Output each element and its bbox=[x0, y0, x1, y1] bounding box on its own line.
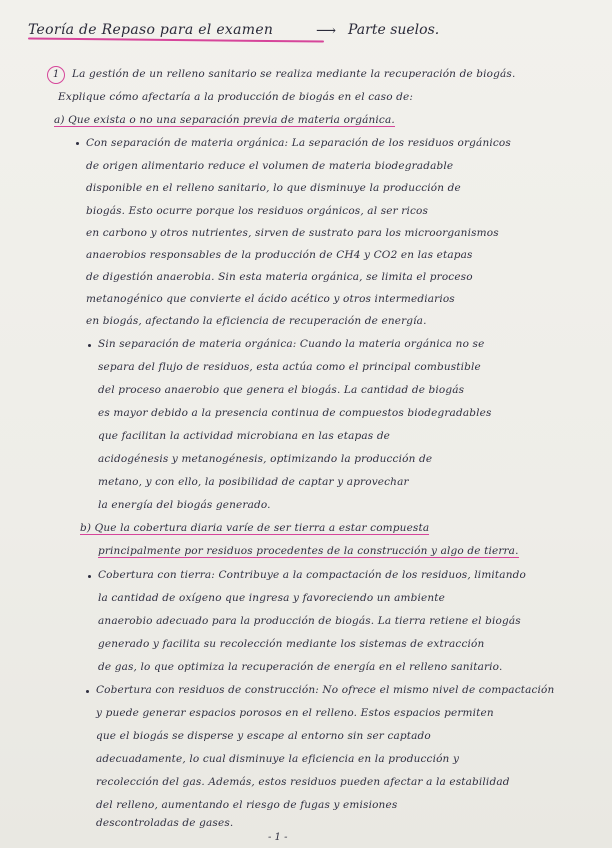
paragraph-line: Cobertura con residuos de construcción: No ofrece el mismo nivel de compactación bbox=[96, 684, 555, 696]
paragraph-line: en carbono y otros nutrientes, sirven de sustrato para los microorganismos bbox=[86, 227, 499, 239]
paragraph-line: Con separación de materia orgánica: La separación de los residuos orgánicos bbox=[86, 137, 511, 149]
paragraph-line: de digestión anaerobia. Sin esta materia orgánica, se limita el proceso bbox=[86, 271, 473, 283]
question-number: 1 bbox=[47, 66, 65, 84]
paragraph-line: del relleno, aumentando el riesgo de fugas y emisiones bbox=[96, 799, 398, 811]
paragraph-line: recolección del gas. Además, estos residuos pueden afectar a la estabilidad bbox=[96, 776, 510, 788]
intro-line: La gestión de un relleno sanitario se realiza mediante la recuperación de biogás. bbox=[72, 68, 516, 80]
page-subtitle: Parte suelos. bbox=[348, 22, 440, 38]
paragraph-line: anaerobios responsables de la producción de CH4 y CO2 en las etapas bbox=[86, 249, 473, 261]
paragraph-line: la energía del biogás generado. bbox=[98, 499, 271, 511]
bullet-dot bbox=[88, 575, 91, 578]
bullet-dot bbox=[86, 690, 89, 693]
paragraph-line: la cantidad de oxígeno que ingresa y favoreciendo un ambiente bbox=[98, 592, 446, 604]
paragraph-line: generado y facilita su recolección mediante los sistemas de extracción bbox=[98, 638, 485, 650]
paragraph-line: Sin separación de materia orgánica: Cuando la materia orgánica no se bbox=[98, 338, 485, 350]
paragraph-line: que el biogás se disperse y escape al entorno sin ser captado bbox=[96, 730, 431, 742]
paragraph-line: anaerobio adecuado para la producción de biogás. La tierra retiene el biogás bbox=[98, 615, 521, 627]
paragraph-line: separa del flujo de residuos, esta actúa como el principal combustible bbox=[98, 361, 481, 373]
paragraph-line: de origen alimentario reduce el volumen de materia biodegradable bbox=[86, 160, 454, 172]
paragraph-line: adecuadamente, lo cual disminuye la eficiencia en la producción y bbox=[96, 753, 460, 765]
paragraph-line: de gas, lo que optimiza la recuperación de energía en el relleno sanitario. bbox=[98, 661, 503, 673]
bullet-dot bbox=[88, 344, 91, 347]
heading-line: principalmente por residuos procedentes de la construcción y algo de tierra. bbox=[98, 545, 519, 557]
paragraph-line: en biogás, afectando la eficiencia de recuperación de energía. bbox=[86, 315, 427, 327]
title-underline bbox=[28, 37, 324, 42]
paragraph-line: es mayor debido a la presencia continua de compuestos biodegradables bbox=[98, 407, 492, 419]
paragraph-line: que facilitan la actividad microbiana en las etapas de bbox=[98, 430, 391, 442]
paragraph-line: disponible en el relleno sanitario, lo que disminuye la producción de bbox=[86, 182, 461, 194]
paragraph-line: metanogénico que convierte el ácido acético y otros intermediarios bbox=[86, 293, 455, 305]
page-number: - 1 - bbox=[268, 832, 288, 843]
section-a-heading: a) Que exista o no una separación previa de materia orgánica. bbox=[54, 114, 395, 126]
paragraph-line: metano, y con ello, la posibilidad de captar y aprovechar bbox=[98, 476, 409, 488]
paragraph-line: descontroladas de gases. bbox=[96, 817, 234, 829]
paragraph-line: acidogénesis y metanogénesis, optimizando la producción de bbox=[98, 453, 433, 465]
page-title: Teoría de Repaso para el examen bbox=[28, 22, 274, 38]
intro-line: Explique cómo afectaría a la producción de biogás en el caso de: bbox=[58, 91, 414, 103]
paragraph-line: y puede generar espacios porosos en el relleno. Estos espacios permiten bbox=[96, 707, 494, 719]
page-header bbox=[28, 22, 588, 44]
bullet-dot bbox=[76, 142, 79, 145]
paragraph-line: Cobertura con tierra: Contribuye a la compactación de los residuos, limitando bbox=[98, 569, 526, 581]
paragraph-line: del proceso anaerobio que genera el biogás. La cantidad de biogás bbox=[98, 384, 465, 396]
paragraph-line: biogás. Esto ocurre porque los residuos orgánicos, al ser ricos bbox=[86, 205, 428, 217]
heading-line: b) Que la cobertura diaria varíe de ser tierra a estar compuesta bbox=[80, 522, 430, 534]
arrow-icon: ⟶ bbox=[316, 23, 337, 39]
